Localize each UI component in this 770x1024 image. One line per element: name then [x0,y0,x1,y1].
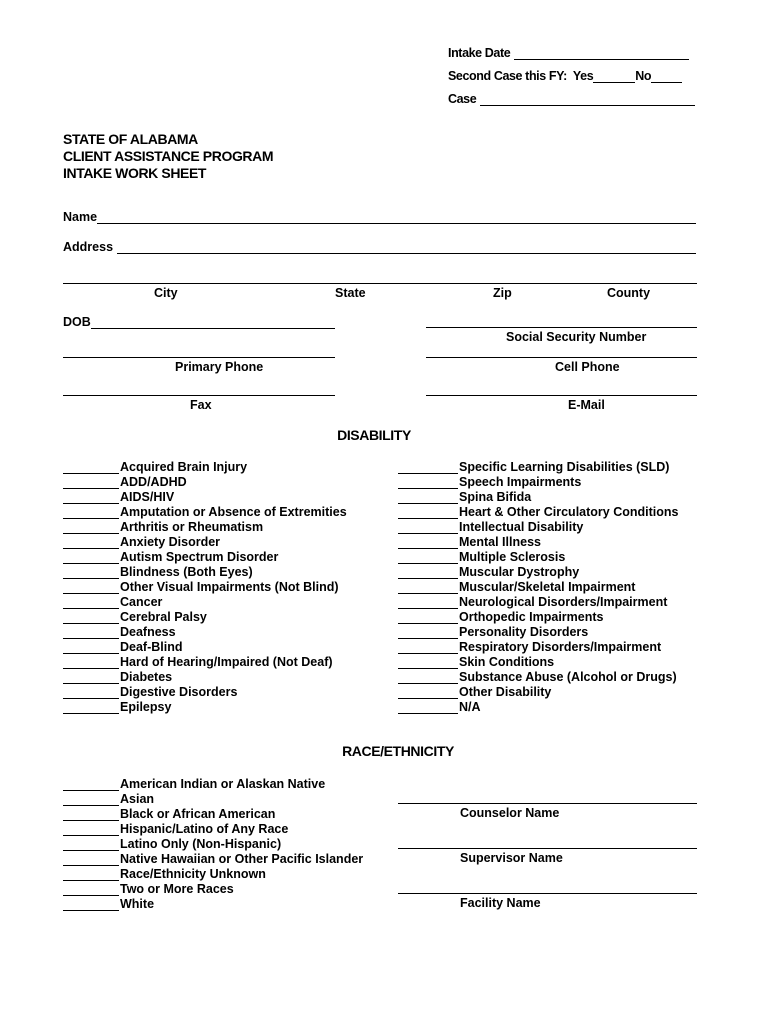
list-item[interactable]: Skin Conditions [398,654,678,669]
list-item[interactable]: Asian [63,791,363,806]
checkbox-blank[interactable] [63,537,119,549]
checkbox-blank[interactable] [398,567,458,579]
primary-phone-field[interactable] [63,357,335,358]
list-item[interactable]: Orthopedic Impairments [398,609,678,624]
checkbox-blank[interactable] [398,462,458,474]
checkbox-blank[interactable] [63,869,119,881]
checkbox-blank[interactable] [63,582,119,594]
checkbox-blank[interactable] [398,477,458,489]
list-item[interactable]: Other Visual Impairments (Not Blind) [63,579,347,594]
checkbox-blank[interactable] [63,657,119,669]
case-row [448,92,695,106]
checkbox-blank[interactable] [63,477,119,489]
list-item[interactable]: Diabetes [63,669,347,684]
address-label: Address [63,240,114,254]
address-field[interactable] [117,242,696,254]
no-field[interactable] [651,71,682,83]
checkbox-blank[interactable] [398,672,458,684]
title-line-3: INTAKE WORK SHEET [63,165,207,181]
checkbox-blank[interactable] [63,779,119,791]
yes-label: Yes [572,69,594,83]
intake-date-field[interactable] [514,48,689,60]
list-item[interactable]: American Indian or Alaskan Native [63,776,363,791]
checkbox-blank[interactable] [398,507,458,519]
title-line-1: STATE OF ALABAMA [63,131,198,147]
supervisor-name-field[interactable] [398,848,697,849]
checkbox-blank[interactable] [63,687,119,699]
list-item[interactable]: Autism Spectrum Disorder [63,549,347,564]
list-item[interactable]: Epilepsy [63,699,347,714]
name-field[interactable] [97,212,696,224]
checkbox-blank[interactable] [63,612,119,624]
checkbox-blank[interactable] [63,507,119,519]
list-item[interactable]: Neurological Disorders/Impairment [398,594,678,609]
checkbox-blank[interactable] [63,462,119,474]
list-item[interactable]: Acquired Brain Injury [63,459,347,474]
checkbox-blank[interactable] [398,612,458,624]
list-item[interactable]: Spina Bifida [398,489,678,504]
list-item[interactable]: White [63,896,363,911]
list-item[interactable]: Race/Ethnicity Unknown [63,866,363,881]
list-item[interactable]: Other Disability [398,684,678,699]
checkbox-blank[interactable] [398,552,458,564]
list-item[interactable]: Respiratory Disorders/Impairment [398,639,678,654]
list-item[interactable]: Two or More Races [63,881,363,896]
list-item[interactable]: Amputation or Absence of Extremities [63,504,347,519]
list-item[interactable]: Speech Impairments [398,474,678,489]
cell-phone-label: Cell Phone [555,360,620,374]
list-item[interactable]: Digestive Disorders [63,684,347,699]
list-item[interactable]: Mental Illness [398,534,678,549]
facility-name-label: Facility Name [460,896,541,910]
facility-name-field[interactable] [398,893,697,894]
county-label: County [607,286,651,300]
checkbox-blank[interactable] [398,537,458,549]
list-item[interactable]: Muscular/Skeletal Impairment [398,579,678,594]
race-list [63,776,363,911]
checkbox-blank[interactable] [63,809,119,821]
address-line-2-field[interactable] [63,283,697,284]
name-label: Name [63,210,98,224]
list-item[interactable]: Specific Learning Disabilities (SLD) [398,459,678,474]
checkbox-blank[interactable] [398,492,458,504]
checkbox-blank[interactable] [398,582,458,594]
counselor-name-field[interactable] [398,803,697,804]
address-row [63,240,696,254]
checkbox-blank[interactable] [63,702,119,714]
checkbox-blank[interactable] [63,627,119,639]
disability-heading: DISABILITY [337,427,411,443]
case-label: Case [448,92,477,106]
fax-label: Fax [190,398,212,412]
list-item[interactable]: Deaf-Blind [63,639,347,654]
city-label: City [154,286,178,300]
intake-date-label: Intake Date [448,46,511,60]
list-item[interactable]: Hard of Hearing/Impaired (Not Deaf) [63,654,347,669]
list-item[interactable]: Personality Disorders [398,624,678,639]
list-item[interactable]: Intellectual Disability [398,519,678,534]
disability-left-list [63,459,347,714]
list-item[interactable]: Cancer [63,594,347,609]
list-item[interactable]: ADD/ADHD [63,474,347,489]
list-item[interactable]: Muscular Dystrophy [398,564,678,579]
counselor-name-label: Counselor Name [460,806,560,820]
checkbox-blank[interactable] [398,687,458,699]
ssn-field[interactable] [426,327,697,328]
list-item[interactable]: Native Hawaiian or Other Pacific Islander [63,851,363,866]
name-row [63,210,696,224]
checkbox-blank[interactable] [398,627,458,639]
checkbox-blank[interactable] [63,794,119,806]
second-case-label: Second Case this FY: [448,69,567,83]
checkbox-blank[interactable] [398,642,458,654]
checkbox-blank[interactable] [398,657,458,669]
list-item[interactable]: Deafness [63,624,347,639]
checkbox-blank[interactable] [63,884,119,896]
title-line-2: CLIENT ASSISTANCE PROGRAM [63,148,274,164]
race-heading: RACE/ETHNICITY [342,743,454,759]
checkbox-blank[interactable] [63,552,119,564]
state-label: State [335,286,366,300]
second-case-row [448,69,682,83]
checkbox-blank[interactable] [398,702,458,714]
no-label: No [635,69,652,83]
checkbox-blank[interactable] [63,567,119,579]
list-item[interactable]: Cerebral Palsy [63,609,347,624]
checkbox-blank[interactable] [63,522,119,534]
checkbox-blank[interactable] [63,839,119,851]
dob-field[interactable] [91,317,335,329]
intake-date-row [448,46,689,60]
checkbox-blank[interactable] [63,642,119,654]
list-item[interactable]: Latino Only (Non-Hispanic) [63,836,363,851]
dob-label: DOB [63,315,91,329]
checkbox-blank[interactable] [398,597,458,609]
list-item[interactable]: Blindness (Both Eyes) [63,564,347,579]
case-field[interactable] [480,94,695,106]
list-item[interactable]: N/A [398,699,678,714]
list-item[interactable]: Hispanic/Latino of Any Race [63,821,363,836]
checkbox-blank[interactable] [63,824,119,836]
fax-field[interactable] [63,395,335,396]
list-item[interactable]: Arthritis or Rheumatism [63,519,347,534]
checkbox-blank[interactable] [63,854,119,866]
list-item[interactable]: Multiple Sclerosis [398,549,678,564]
list-item[interactable]: Anxiety Disorder [63,534,347,549]
cell-phone-field[interactable] [426,357,697,358]
checkbox-blank[interactable] [63,597,119,609]
primary-phone-label: Primary Phone [175,360,264,374]
checkbox-blank[interactable] [63,492,119,504]
email-label: E-Mail [568,398,605,412]
supervisor-name-label: Supervisor Name [460,851,563,865]
yes-field[interactable] [593,71,635,83]
list-item[interactable]: AIDS/HIV [63,489,347,504]
checkbox-blank[interactable] [63,672,119,684]
zip-label: Zip [493,286,512,300]
checkbox-blank[interactable] [63,899,119,911]
list-item[interactable]: Heart & Other Circulatory Conditions [398,504,678,519]
checkbox-blank[interactable] [398,522,458,534]
email-field[interactable] [426,395,697,396]
dob-row [63,315,335,329]
list-item[interactable]: Black or African American [63,806,363,821]
ssn-label: Social Security Number [506,330,647,344]
disability-right-list [398,459,678,714]
list-item[interactable]: Substance Abuse (Alcohol or Drugs) [398,669,678,684]
